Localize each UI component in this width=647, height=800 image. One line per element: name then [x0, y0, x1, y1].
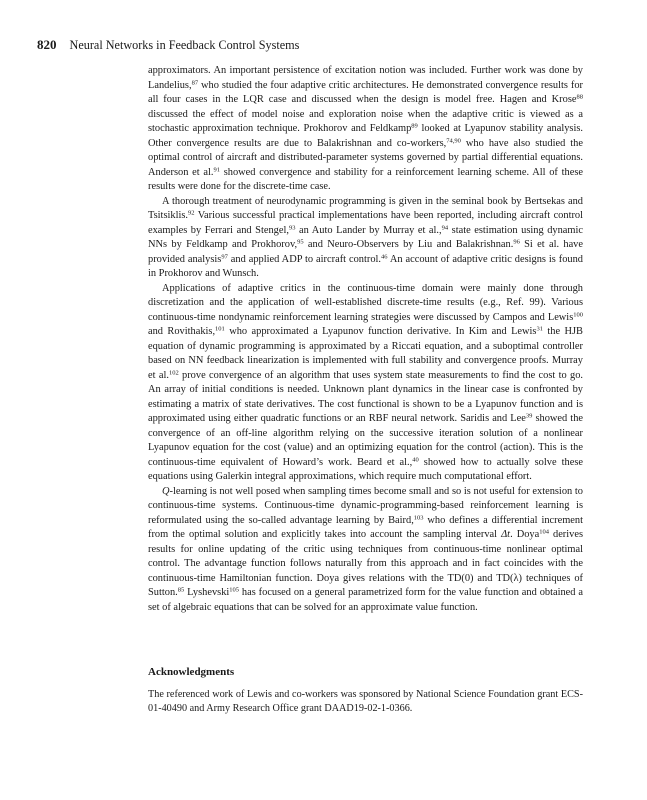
citation-ref: 87	[191, 78, 199, 86]
text-run: derives results for online updating of the critic using techniques from continuous-time nonlinear optimal control. The advantage function follows naturally from this approach and in fact coincides with the continuous-time Hamiltonian function. Doya gives relations with the TD(0) and TD(λ) techniques of Sutton.	[148, 529, 584, 598]
text-run: . Doya	[510, 529, 540, 540]
citation-ref: 88	[576, 93, 583, 101]
citation-ref: 103	[413, 513, 424, 521]
citation-ref: 96	[513, 238, 520, 246]
paragraph	[148, 485, 583, 616]
math-symbol: Δt	[501, 529, 511, 540]
math-symbol: Q	[162, 485, 170, 497]
citation-ref: 93	[288, 223, 296, 231]
text-run: who have also studied the optimal control of aircraft and distributed-parameter systems governed by partial differential equations. Anderson et al.	[148, 137, 583, 178]
citation-ref: 102	[168, 368, 179, 376]
text-run: and applied ADP to aircraft control.	[227, 253, 382, 265]
text-run: and Neuro-Observers by Liu and Balakrishnan.	[303, 239, 514, 250]
text-run: -learning is not well posed when sampling times become small and so is not useful for extension to continuous-time systems. Continuous-time dynamic-programming-based reinforcement learning is reformulated using the so-called advantage learning by Baird,	[148, 485, 583, 526]
text-run: and Rovithakis,	[148, 326, 216, 337]
running-title: Neural Networks in Feedback Control Systems	[69, 38, 300, 52]
text-run: showed convergence and stability for a reinforcement learning scheme. All of these results were done for the discrete-time case.	[148, 166, 583, 192]
text-run: showed the convergence of an off-line algorithm relying on the successive iteration solution of a nonlinear Lyapunov equation for the cost (value) and an optimizing equation for the control (action). This is the continuous-time equivalent of Howard’s work. Beard et al.,	[148, 413, 583, 468]
acknowledgments-text: The referenced work of Lewis and co-workers was sponsored by National Science Foundation grant ECS-01-40490 and Army Research Office grant DAAD19-02-1-0366.	[148, 689, 583, 715]
citation-ref: 46	[381, 252, 388, 260]
citation-ref: 105	[229, 586, 240, 594]
citation-ref: 31	[536, 325, 543, 333]
citation-ref: 92	[187, 209, 195, 217]
text-run: An account of adaptive critic designs is found in Prokhorov and Wunsch.	[148, 253, 583, 279]
text-run: Si et al. have provided analysis	[148, 239, 583, 265]
citation-ref: 85	[177, 586, 185, 594]
citation-ref: 40	[412, 455, 419, 463]
text-run: Lyshevski	[184, 587, 230, 598]
text-run: looked at Lyapunov stability analysis. Other convergence results are due to Balakrishnan and co-workers,	[148, 123, 583, 149]
paragraph	[148, 282, 583, 485]
text-run: Applications of adaptive critics in the continuous-time domain were mainly done through discretization and the application of well-established discrete-time results (e.g., Ref. 99). Various continuous-time nondynamic reinforcement learning strategies were discussed by Campos and Lewis	[148, 282, 583, 323]
text-run: the HJB equation of dynamic programming is approximated by a Riccati equation, and a suboptimal controller based on NN feedback linearization is implemented with full stability and convergence proofs. Murray et al.	[148, 326, 583, 381]
text-run: A thorough treatment of neurodynamic programming is given in the seminal book by Bertsekas and Tsitsiklis.	[148, 195, 583, 221]
text-run: prove convergence of an algorithm that uses system state measurements to find the cost to go. An array of initial conditions is needed. Unknown plant dynamics in the linear case is confronted by estimating a matrix of state derivatives. The cost functional is shown to be a Lyapunov function and is approximated using either quadratic functions or an RBF neural network. Saridis and Lee	[148, 369, 583, 424]
citation-ref: 94	[441, 223, 449, 231]
citation-ref: 89	[411, 122, 418, 130]
text-run: has focused on a general parametrized form for the value function and obtained a set of algebraic equations that can be solved for an approximate value function.	[148, 587, 583, 613]
citation-ref: 95	[297, 238, 304, 246]
body-text	[148, 64, 583, 615]
citation-ref: 91	[213, 165, 220, 173]
text-run: Various successful practical implementations have been reported, including aircraft control examples by Ferrari and Stengel,	[148, 210, 583, 236]
page-number: 820	[37, 37, 57, 52]
citation-ref: 104	[539, 528, 549, 536]
text-run: discussed the effect of model noise and exploration noise when the adaptive critic is viewed as a stochastic approximation technique. Prokhorov and Feldkamp	[148, 108, 583, 134]
citation-ref: 74,90	[446, 136, 461, 144]
text-run: state estimation using dynamic NNs by Feldkamp and Prokhorov,	[148, 224, 583, 250]
text-run: approximators. An important persistence of excitation notion was included. Further work was done by Landelius,	[148, 65, 583, 91]
text-run: who approximated a Lyapunov function derivative. In Kim and Lewis	[224, 326, 537, 337]
text-run: who studied the four adaptive critic architectures. He demonstrated convergence results for all four cases in the LQR case and discussed when the design is model free. Hagen and Krose	[148, 79, 583, 105]
text-run: showed how to actually solve these equations using Galerkin integral approximations, which require much computational effort.	[148, 456, 583, 482]
text-run: an Auto Lander by Murray et al.,	[295, 224, 442, 236]
citation-ref: 39	[525, 412, 533, 420]
paragraph	[148, 195, 583, 282]
acknowledgments-heading: Acknowledgments	[148, 666, 235, 678]
citation-ref: 97	[221, 252, 228, 260]
citation-ref: 100	[573, 310, 583, 318]
running-header	[37, 37, 597, 53]
text-run: who defines a differential increment from the optimal solution and explicitly takes into account the sampling interval	[148, 514, 583, 540]
citation-ref: 101	[215, 325, 225, 333]
paragraph	[148, 64, 583, 195]
